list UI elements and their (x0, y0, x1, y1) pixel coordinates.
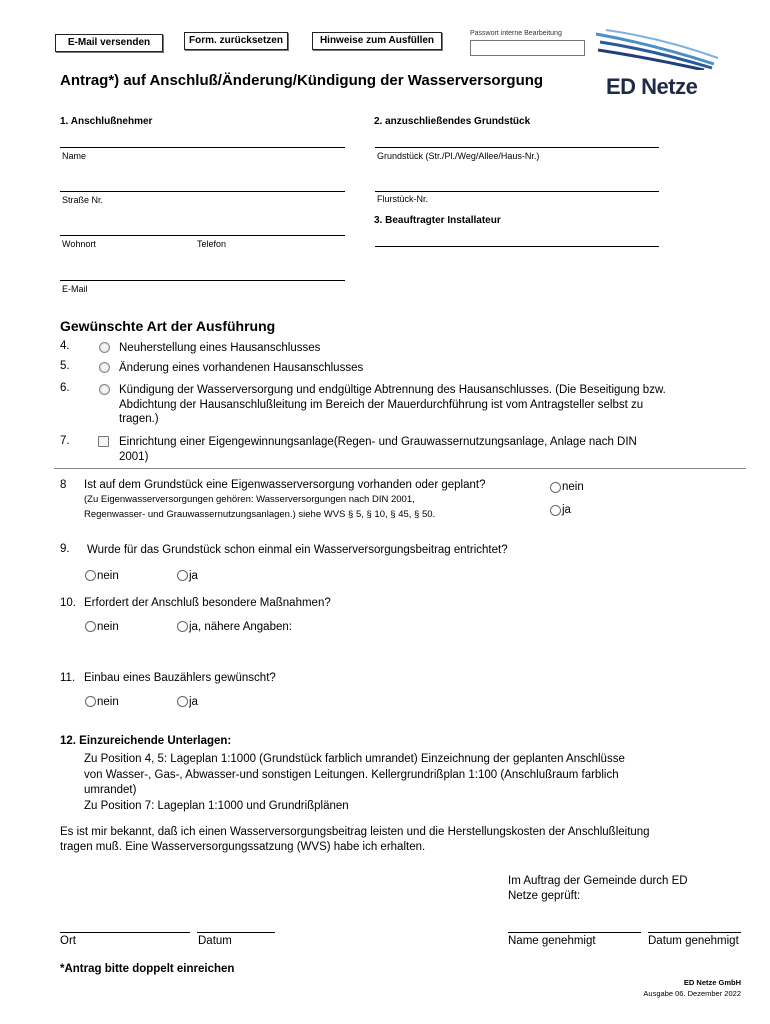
email-label: E-Mail (62, 284, 88, 294)
item-5-number: 5. (60, 360, 70, 372)
date-input-line[interactable] (197, 932, 275, 933)
q12-line-3: umrandet) (84, 784, 137, 796)
submission-note: *Antrag bitte doppelt einreichen (60, 963, 235, 975)
parcel-input-line[interactable] (375, 191, 659, 192)
declaration-line-2: tragen muß. Eine Wasserversorgungssatzung (WVS) habe ich erhalten. (60, 841, 426, 853)
form-title: Antrag*) auf Anschluß/Änderung/Kündigung der Wasserversorgung (60, 72, 544, 89)
q9-yes-label: ja (189, 570, 198, 582)
q10-yes-radio[interactable] (177, 621, 188, 632)
place-input-line[interactable] (60, 932, 190, 933)
email-input-line[interactable] (60, 280, 345, 281)
item-7-checkbox[interactable] (98, 436, 109, 447)
q8-no-label: nein (562, 481, 584, 493)
plot-label: Grundstück (Str./Pl./Weg/Allee/Haus-Nr.) (377, 151, 540, 161)
name-label: Name (62, 151, 87, 161)
q8-yes-radio[interactable] (550, 505, 561, 516)
item-5-label: Änderung eines vorhandenen Hausanschlusses (119, 362, 364, 374)
q10-number: 10. (60, 597, 76, 609)
item-7-label-line-2: 2001) (119, 451, 149, 463)
q10-no-label: nein (97, 621, 119, 633)
q9-yes-radio[interactable] (177, 570, 188, 581)
approved-date-line[interactable] (648, 932, 741, 933)
execution-heading: Gewünschte Art der Ausführung (60, 318, 276, 334)
q12-line-4: Zu Position 7: Lageplan 1:1000 und Grundrißplänen (84, 800, 349, 812)
item-6-label-line-2: Abdichtung der Hausanschlußleitung im Bereich der Mauerdurchführung ist vom Antragsteller selbst zu (119, 399, 644, 411)
footer-edition: Ausgabe 06. Dezember 2022 (643, 989, 741, 998)
ed-netze-logo (592, 28, 722, 103)
section-3-heading: 3. Beauftragter Installateur (374, 215, 501, 226)
footer-company: ED Netze GmbH (683, 978, 741, 987)
q10-question: Erfordert der Anschluß besondere Maßnahmen? (84, 597, 331, 609)
q9-number: 9. (60, 543, 70, 555)
installer-input-line[interactable] (375, 246, 659, 247)
fill-hints-button[interactable]: Hinweise zum Ausfüllen (312, 32, 442, 50)
logo-text: ED Netze (606, 74, 698, 99)
q9-no-label: nein (97, 570, 119, 582)
email-send-button[interactable]: E-Mail versenden (55, 34, 163, 52)
password-input[interactable] (470, 40, 585, 56)
q8-question: Ist auf dem Grundstück eine Eigenwasserversorgung vorhanden oder geplant? (84, 479, 486, 491)
name-input-line[interactable] (60, 147, 345, 148)
item-7-label-line-1: Einrichtung einer Eigengewinnungsanlage(Regen- und Grauwassernutzungsanlage, Anlage nach DIN (119, 436, 637, 448)
approval-line-2: Netze geprüft: (508, 890, 581, 902)
item-6-radio[interactable] (99, 384, 110, 395)
city-input-line[interactable] (60, 235, 345, 236)
q10-yes-label: ja, nähere Angaben: (189, 621, 292, 633)
street-label: Straße Nr. (62, 195, 104, 205)
logo-swoosh-icon (592, 28, 722, 70)
approved-name-label: Name genehmigt (508, 935, 596, 947)
approved-date-label: Datum genehmigt (648, 935, 739, 947)
approval-line-1: Im Auftrag der Gemeinde durch ED (508, 875, 688, 887)
item-7-number: 7. (60, 435, 70, 447)
q11-question: Einbau eines Bauzählers gewünscht? (84, 672, 276, 684)
q8-yes-label: ja (562, 504, 571, 516)
item-5-radio[interactable] (99, 362, 110, 373)
section-1-heading: 1. Anschlußnehmer (60, 116, 153, 127)
item-6-label-line-3: tragen.) (119, 413, 159, 425)
password-label: Passwort interne Bearbeitung (470, 30, 562, 37)
q9-question: Wurde für das Grundstück schon einmal ein Wasserversorgungsbeitrag entrichtet? (87, 544, 508, 556)
street-input-line[interactable] (60, 191, 345, 192)
city-label: Wohnort (62, 239, 96, 249)
q8-no-radio[interactable] (550, 482, 561, 493)
declaration-line-1: Es ist mir bekannt, daß ich einen Wasserversorgungsbeitrag leisten und die Herstellungskosten der Anschlußleitung (60, 826, 650, 838)
q12-line-1: Zu Position 4, 5: Lageplan 1:1000 (Grundstück farblich umrandet) Einzeichnung der geplanten Anschlüsse (84, 753, 625, 765)
q11-yes-label: ja (189, 696, 198, 708)
q11-no-label: nein (97, 696, 119, 708)
q11-number: 11. (60, 672, 76, 684)
q10-no-radio[interactable] (85, 621, 96, 632)
q9-no-radio[interactable] (85, 570, 96, 581)
q8-note-line-1: (Zu Eigenwasserversorgungen gehören: Wasserversorgungen nach DIN 2001, (84, 494, 415, 505)
q11-yes-radio[interactable] (177, 696, 188, 707)
item-6-number: 6. (60, 382, 70, 394)
item-6-label-line-1: Kündigung der Wasserversorgung und endgültige Abtrennung des Hausanschlusses. (Die Beseitigung bzw. (119, 384, 666, 396)
item-4-label: Neuherstellung eines Hausanschlusses (119, 342, 321, 354)
section-divider (54, 468, 746, 469)
item-4-number: 4. (60, 340, 70, 352)
date-label: Datum (198, 935, 232, 947)
parcel-label: Flurstück-Nr. (377, 194, 429, 204)
phone-label: Telefon (197, 239, 227, 249)
q12-line-2: von Wasser-, Gas-, Abwasser-und sonstigen Leitungen. Kellergrundrißplan 1:100 (Anschlußraum farblich (84, 769, 619, 781)
q8-note-line-2: Regenwasser- und Grauwassernutzungsanlagen.) siehe WVS § 5, § 10, § 45, § 50. (84, 509, 436, 520)
section-2-heading: 2. anzuschließendes Grundstück (374, 116, 531, 127)
q8-number: 8 (60, 479, 67, 491)
form-reset-button[interactable]: Form. zurücksetzen (184, 32, 288, 50)
plot-input-line[interactable] (375, 147, 659, 148)
approved-name-line[interactable] (508, 932, 641, 933)
q12-heading: 12. Einzureichende Unterlagen: (60, 735, 232, 747)
item-4-radio[interactable] (99, 342, 110, 353)
place-label: Ort (60, 935, 76, 947)
q11-no-radio[interactable] (85, 696, 96, 707)
